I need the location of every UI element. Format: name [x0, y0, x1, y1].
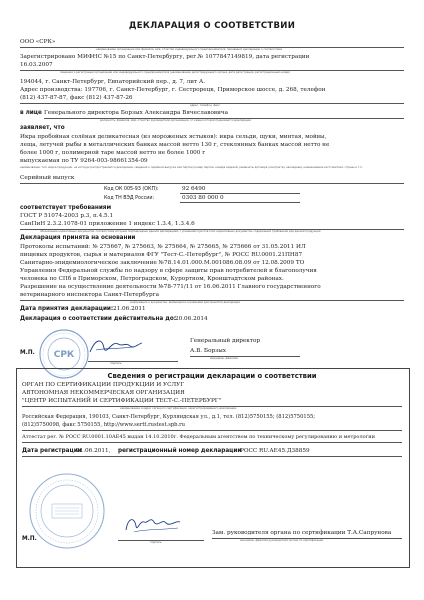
cert-org-line: "ЦЕНТР ИСПЫТАНИЙ И СЕРТИФИКАЦИИ ТЕСТ-С.-ПЕТЕРБУРГ"	[22, 398, 222, 404]
basis-line: ветеринарного инспектора Санкт-Петербурга	[20, 292, 160, 298]
divider	[180, 202, 300, 203]
code-tnved-label: Код ТН ВЭД России:	[104, 196, 155, 201]
reg-seal-label: М.П.	[22, 536, 37, 542]
applicant-name: ООО «СРК»	[20, 39, 56, 45]
seal-label: М.П.	[20, 350, 35, 356]
cert-org-line: АВТОНОМНАЯ НЕКОММЕРЧЕСКАЯ ОРГАНИЗАЦИЯ	[22, 390, 185, 396]
signature-mark	[86, 334, 146, 358]
divider	[20, 183, 404, 184]
accept-date-value: 21.06.2011	[113, 306, 146, 312]
requirement-line: СанПиН 2.3.2.1078-01 приложение 1 индекс 1.3.4, 1.3.4.6	[20, 221, 195, 227]
code-okp-value: 92 6490	[182, 186, 206, 192]
person-label: в лице	[20, 110, 42, 116]
reg-date-value: 21.06.2011,	[76, 448, 111, 454]
basis-line: Санитарно-эпидемиологическое заключение №78.14.01.000.М.001086.08.09 от 12.08.2009 ТО	[20, 260, 305, 266]
product-note: наименование, тип, марка продукции, на которую распространяется декларация, сведения о серийном выпуске или партии (номер партии, номера изделий, реквизиты договора (контракта), накладная), наименование изготовителя, страны и т.п.	[20, 166, 363, 169]
reg-number-label: регистрационный номер декларации	[118, 448, 242, 454]
requirement-note: обозначение нормативных документов, соответствие которым подтверждено данной декларацией, с указанием пунктов этих нормативных документов, содержащих требования для данной продукции	[40, 230, 321, 233]
person-value: Генерального директора Борзых Александра Вячеславовича	[44, 110, 229, 116]
cert-org-line: ОРГАН ПО СЕРТИФИКАЦИИ ПРОДУКЦИИ И УСЛУГ	[22, 382, 185, 388]
declares-label: заявляет, что	[20, 125, 65, 131]
signer-name: А.В. Борзых	[190, 348, 226, 354]
reg-signature-caption: подпись	[150, 541, 162, 544]
code-okp-label: Код ОК 005-93 (ОКП):	[104, 187, 159, 192]
address-note: адрес, телефон, факс	[190, 104, 221, 107]
applicant-note: наименование организации или фамилия, имя, отчество индивидуального предпринимателя, принявших декларацию о соответствии	[96, 48, 283, 51]
product-tu: выпускаемая по ТУ 9264-003-98661354-09	[20, 158, 148, 164]
document-title: ДЕКЛАРАЦИЯ О СООТВЕТСТВИИ	[128, 21, 296, 31]
basis-title: Декларация принята на основании	[20, 235, 136, 241]
person-note: должность, фамилия, имя, отчество руководителя организации, от имени которой принимается декларация	[100, 119, 251, 122]
code-tnved-value: 0303 80 000 0	[182, 195, 224, 201]
divider	[22, 456, 402, 457]
reg-date-label: Дата регистрации	[22, 448, 82, 454]
product-line: Икра пробойная солёная деликатесная (из мороженых ястыков): икра сельди, щуки, минтая, мойвы,	[20, 134, 327, 140]
serial-release: Серийный выпуск	[20, 175, 75, 181]
divider	[190, 356, 300, 357]
basis-line: Разрешение на осуществление деятельности №78-771/11 от 16.06.2011 Главного государственного	[20, 284, 321, 290]
requirement-line: ГОСТ Р 51074-2003 р.3, п.4.5.1	[20, 213, 114, 219]
valid-until-value: 20.06.2014	[175, 316, 208, 322]
reg-number-value: РОСС RU.АЕ45.Д38859	[240, 448, 310, 454]
basis-line: пищевых продуктов, сырья и материалов ФГУ "Тест-С.-Петербург", № РОСС RU.0001.21ПН87	[20, 252, 303, 258]
certification-stamp	[28, 472, 106, 550]
signer-position: Генеральный директор	[190, 338, 261, 344]
reg-signer-note: инициалы, фамилия руководителя органа по сертификации	[240, 539, 324, 542]
accreditation-line: Аттестат рег. № РОСС RU.0001.10АЕ45 выдан 14.10.2010г. Федеральным агентством по техническому регулированию и метрологии	[22, 434, 375, 440]
divider	[22, 430, 402, 431]
basis-line: Управления Федеральной службы по надзору в сфере защиты прав потребителей и благополучия	[20, 268, 317, 274]
conforms-label: соответствует требованиям	[20, 205, 112, 211]
address-phone: (812) 437-87-87, факс (812) 437-87-26	[20, 95, 133, 101]
registration-title: Сведения о регистрации декларации о соответствии	[107, 372, 317, 380]
accept-date-label: Дата принятия декларации:	[20, 306, 114, 312]
registration-date: 16.03.2007	[20, 62, 53, 68]
product-line: леща, летучей рыбы в металлических банках массой нетто 130 г, стеклянных банках массой нетто не	[20, 142, 330, 148]
cert-org-address: Российская Федерация, 190103, Санкт-Петербург, Курляндская ул., д.1, тел. (812)5750155; (812)5750155;	[22, 414, 316, 420]
signer-note: инициалы, фамилия	[210, 357, 238, 360]
valid-until-label: Декларация о соответствии действительна до:	[20, 316, 176, 322]
basis-line: человека по СПб в Приморском, Петроградском, Курортном, Кронштадтском районах.	[20, 276, 284, 282]
basis-line: Протоколы испытаний: № 275667, № 275663, № 275664, № 275665, № 275666 от 31.05.2011 ИЛ	[20, 244, 306, 250]
address-line: Адрес производства: 197706, г. Санкт-Петербург, г. Сестрорецк, Приморское шоссе, д. 268, телефон	[20, 87, 326, 93]
stamp-text: СРК	[53, 350, 75, 360]
cert-org-contacts: (812)5750098, факс 5750155, http://www.sertt.rustest.spb.ru	[22, 422, 185, 428]
cert-org-note: наименование и адрес органа по сертификации, зарегистрировавшего декларацию	[120, 407, 237, 410]
divider	[88, 361, 178, 362]
divider	[180, 193, 300, 194]
registration-line: Зарегистрировано МИФНС №15 по Санкт-Петербургу, рег.№ 1077847149819, дата регистрации	[20, 54, 310, 60]
signature-caption: подпись	[110, 362, 122, 365]
registration-note: сведения о регистрации организации или индивидуального предпринимателя (наименование регистрирующего органа, дата регистрации, регистрационный номер)	[60, 71, 291, 74]
address-line: 194044, г. Санкт-Петербург, Евпаторийский пер., д. 7, лит А.	[20, 79, 206, 85]
reg-signer: Зам. руководителя органа по сертификации Т.А.Сапрунова	[212, 530, 392, 536]
product-line: более 1000 г, полимерной таре массой нетто не более 1000 г	[20, 150, 206, 156]
divider	[22, 442, 402, 443]
basis-note: информация о документах, являющихся основанием для принятия декларации	[130, 301, 241, 304]
reg-signature-mark	[120, 510, 186, 538]
